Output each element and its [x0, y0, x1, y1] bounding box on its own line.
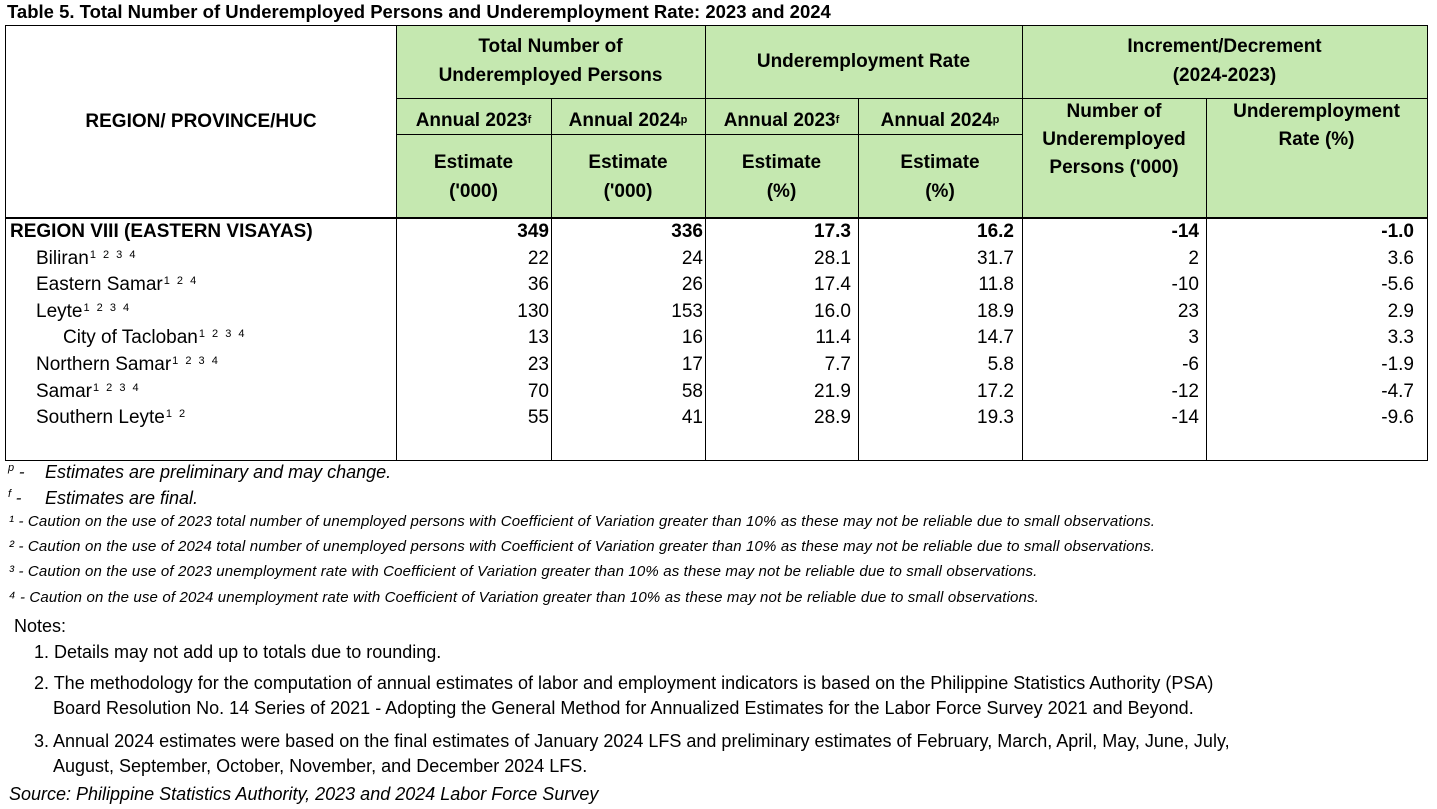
cell-dnum: 3 [1188, 327, 1199, 349]
source-line: Source: Philippine Statistics Authority, 2023 and 2024 Labor Force Survey [9, 784, 599, 804]
cell-drate: -1.9 [1381, 354, 1414, 375]
cell-r2024: 18.9 [977, 300, 1014, 322]
cell-dnum: 23 [1177, 300, 1199, 322]
row-footnote-refs: 1 2 3 4 [89, 248, 138, 261]
data-table [5, 25, 1428, 461]
header-inc-rate: Underemployment Rate (%) [1233, 101, 1400, 150]
row-footnote-refs: 1 2 [165, 408, 188, 421]
cell-r2024: 14.7 [977, 327, 1014, 349]
table-row [6, 351, 1426, 378]
row-label [36, 404, 187, 434]
row-footnote-refs: 1 2 3 4 [92, 381, 141, 394]
cell-dnum: -14 [1171, 407, 1199, 429]
cell-r2024: 17.2 [977, 380, 1014, 402]
row-label [36, 298, 131, 328]
table-row [6, 298, 1426, 325]
footnote-1: ¹ - Caution on the use of 2023 total number of unemployed persons with Coefficient of Variation greater than 10% as these may not be reliable due to small observations. [9, 513, 1156, 530]
footnote-2: ² - Caution on the use of 2024 total number of unemployed persons with Coefficient of Variation greater than 10% as these may not be reliable due to small observations. [9, 538, 1156, 555]
row-name: City of Tacloban [63, 327, 198, 349]
cell-dnum: -14 [1171, 221, 1199, 242]
cell-r2023: 17.4 [814, 274, 851, 296]
header-estimate-2023-total: Estimate ('000) [433, 152, 514, 202]
cell-r2023: 11.4 [815, 327, 851, 349]
cell-v2023: 23 [527, 354, 549, 375]
cell-v2024: 153 [671, 300, 703, 322]
header-annual-2023-total: Annual 2023$^f$ [415, 110, 532, 131]
row-name: Leyte [36, 300, 83, 322]
cell-v2024: 24 [681, 247, 703, 269]
row-footnote-refs: 1 2 3 4 [83, 301, 132, 314]
notes-heading: Notes: [14, 616, 67, 636]
cell-v2023: 55 [527, 407, 549, 429]
cell-r2024: 11.8 [978, 274, 1014, 296]
cell-dnum: -12 [1171, 380, 1199, 402]
table-title: Table 5. Total Number of Underemployed Persons and Underemployment Rate: 2023 and 2024 [7, 1, 831, 22]
header-estimate-2023-rate: Estimate (%) [741, 152, 822, 202]
row-label [63, 324, 246, 354]
header-annual-2023-rate: Annual 2023$^f$ [723, 110, 840, 131]
row-name: Biliran [36, 247, 89, 269]
header-annual-2024-rate: Annual 2024$^p$ [880, 110, 1000, 131]
cell-v2023: 70 [527, 380, 549, 402]
row-footnote-refs: 1 2 4 [163, 275, 199, 288]
cell-drate: -4.7 [1381, 380, 1414, 402]
row-label [10, 218, 313, 245]
row-name: Eastern Samar [36, 274, 163, 296]
cell-v2024: 16 [681, 327, 703, 349]
row-label [36, 271, 198, 301]
row-name: Northern Samar [36, 354, 172, 375]
footnote-preliminary: $^p$ - Estimates are preliminary and may change. [8, 462, 392, 482]
cell-r2023: 16.0 [814, 300, 851, 322]
row-label [36, 245, 137, 275]
cell-r2023: 21.9 [814, 380, 851, 402]
cell-v2023: 13 [527, 327, 549, 349]
row-footnote-refs: 1 2 3 4 [198, 328, 247, 341]
table-row [6, 245, 1426, 272]
cell-dnum: -6 [1182, 354, 1199, 375]
cell-v2024: 26 [681, 274, 703, 296]
cell-drate: -9.6 [1381, 407, 1414, 429]
header-inc-number: Number of Underemployed Persons ('000) [1042, 101, 1186, 178]
header-region: REGION/ PROVINCE/HUC [85, 111, 317, 132]
footnote-final: $^f$ - Estimates are final. [8, 488, 199, 508]
cell-v2024: 41 [681, 407, 703, 429]
header-estimate-2024-rate: Estimate (%) [900, 152, 980, 202]
cell-v2024: 17 [681, 354, 703, 375]
note-2-line-2: Board Resolution No. 14 Series of 2021 - Adopting the General Method for Annualized Estimates for the Labor Force Survey 2021 and Beyond. [53, 698, 1194, 718]
cell-drate: 3.6 [1387, 247, 1414, 269]
cell-r2024: 31.7 [977, 247, 1014, 269]
header-annual-2024-total: Annual 2024$^p$ [568, 110, 688, 131]
cell-v2024: 336 [671, 221, 703, 242]
row-name: REGION VIII (EASTERN VISAYAS) [10, 221, 313, 242]
table-row [6, 218, 1426, 245]
header-total-group: Total Number of Underemployed Persons [438, 36, 663, 86]
cell-v2023: 349 [517, 221, 549, 242]
note-3-line-2: August, September, October, November, and December 2024 LFS. [53, 756, 588, 776]
cell-v2024: 58 [681, 380, 703, 402]
cell-drate: 3.3 [1387, 327, 1414, 349]
cell-r2023: 28.9 [814, 407, 851, 429]
table-row [6, 271, 1426, 298]
cell-dnum: -10 [1171, 274, 1199, 296]
cell-v2023: 130 [517, 300, 549, 322]
table-row [6, 324, 1426, 351]
cell-v2023: 36 [527, 274, 549, 296]
cell-r2023: 17.3 [814, 221, 851, 242]
table-row [6, 378, 1426, 405]
header-incdec-group: Increment/Decrement (2024-2023) [1127, 36, 1322, 86]
row-footnote-refs: 1 2 3 4 [172, 355, 220, 367]
cell-r2023: 7.7 [824, 354, 851, 375]
header-estimate-2024-total: Estimate ('000) [588, 152, 668, 202]
footnote-4: ⁴ - Caution on the use of 2024 unemployment rate with Coefficient of Variation greater than 10% as these may not be reliable due to small observations. [9, 589, 1040, 606]
cell-drate: 2.9 [1387, 300, 1414, 322]
cell-drate: -1.0 [1381, 221, 1414, 242]
note-2-line-1: 2. The methodology for the computation of annual estimates of labor and employment indicators is based on the Philippine Statistics Authority (PSA) [34, 673, 1214, 693]
cell-r2024: 5.8 [987, 354, 1014, 375]
header-rule-top-groups [396, 98, 1022, 99]
note-3-line-1: 3. Annual 2024 estimates were based on the final estimates of January 2024 LFS and preliminary estimates of February, March, April, May, June, July, [34, 731, 1230, 751]
row-label [36, 378, 141, 408]
cell-r2024: 19.3 [977, 407, 1014, 429]
row-name: Southern Leyte [36, 407, 165, 429]
cell-drate: -5.6 [1381, 274, 1414, 296]
cell-v2023: 22 [527, 247, 549, 269]
note-1: 1. Details may not add up to totals due to rounding. [34, 642, 442, 662]
table-row [6, 404, 1426, 431]
header-rate-group: Underemployment Rate [756, 51, 971, 72]
row-label [36, 351, 220, 381]
row-name: Samar [36, 380, 92, 402]
footnote-3: ³ - Caution on the use of 2023 unemployment rate with Coefficient of Variation greater than 10% as these may not be reliable due to small observations. [9, 563, 1038, 580]
cell-r2023: 28.1 [814, 247, 851, 269]
cell-dnum: 2 [1188, 247, 1199, 269]
cell-r2024: 16.2 [977, 221, 1014, 242]
